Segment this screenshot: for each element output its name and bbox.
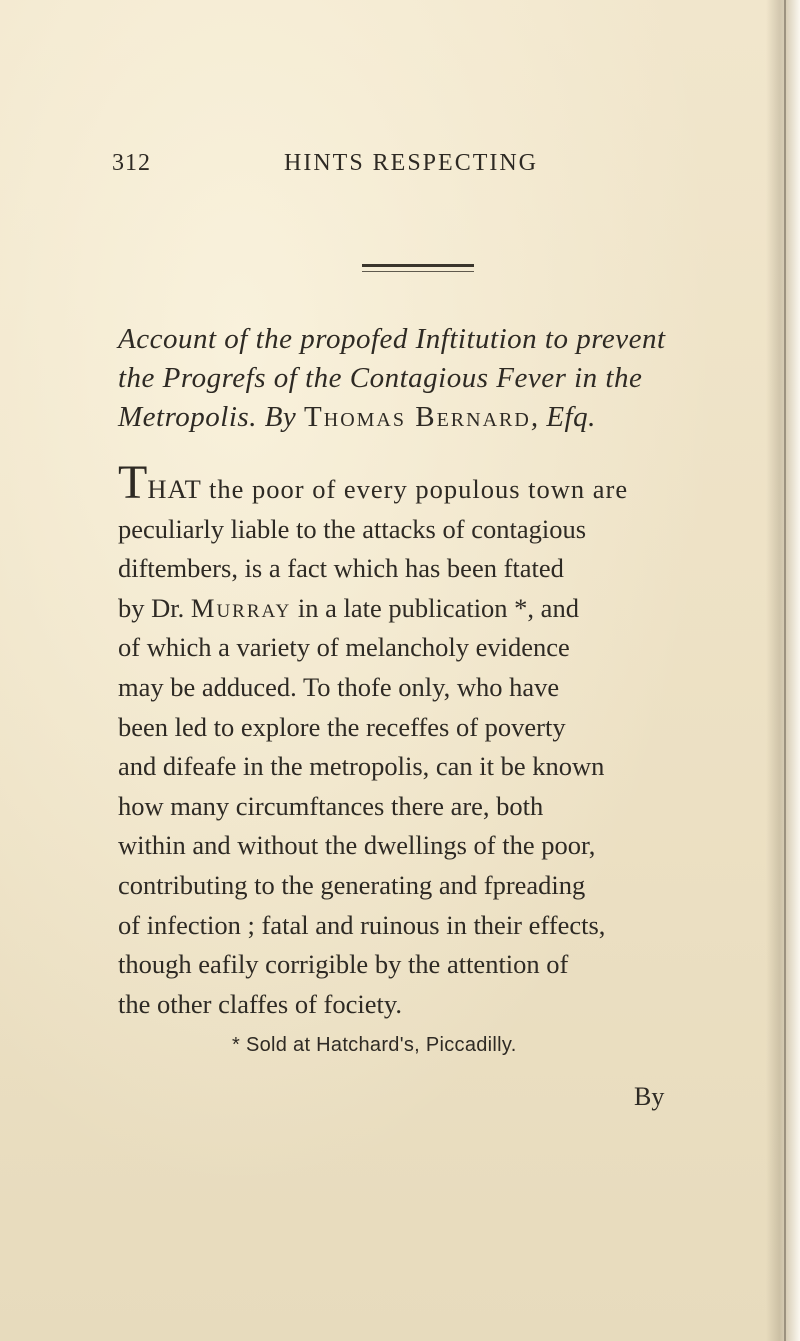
person-name: Murray [190, 592, 292, 623]
page-edge-line [784, 0, 786, 1341]
body-line: how many circumftances there are, both [118, 790, 544, 821]
catchword: By [634, 1082, 665, 1111]
body-line: may be adduced. To thofe only, who have [118, 671, 560, 702]
body-line: within and without the dwellings of the poor, [118, 830, 596, 861]
title-line [118, 398, 678, 437]
body-text-run: by Dr. [118, 592, 191, 623]
body-line [118, 589, 678, 629]
title-line: Account of the propofed Inftitution to prevent [118, 323, 666, 355]
section-rule-thick [362, 264, 474, 267]
page-number: 312 [112, 150, 151, 176]
body-text [118, 456, 678, 1024]
running-head: HINTS RESPECTING [284, 150, 539, 176]
body-line: of infection ; fatal and ruinous in their effects, [118, 909, 606, 940]
page-edge-shadow [766, 0, 800, 1341]
body-text-run: HAT the poor of every populous town are [147, 474, 629, 504]
body-line: contributing to the generating and fpreading [118, 869, 586, 900]
body-line: diftembers, is a fact which has been ftated [118, 553, 564, 584]
body-text-run: in a late publication *, and [291, 592, 579, 623]
body-line: of which a variety of melancholy evidence [118, 632, 570, 663]
footnote: * Sold at Hatchard's, Piccadilly. [232, 1034, 517, 1056]
section-title [118, 320, 678, 437]
body-line: and difeafe in the metropolis, can it be known [118, 751, 605, 782]
body-line [118, 456, 678, 510]
body-line: been led to explore the receffes of poverty [118, 711, 566, 742]
page-header [112, 150, 682, 190]
body-line: though eafily corrigible by the attention of [118, 949, 569, 980]
title-text: , Efq. [530, 401, 596, 433]
body-line: peculiarly liable to the attacks of contagious [118, 513, 587, 544]
author-name: Thomas Bernard [304, 401, 531, 433]
section-rule-thin [362, 271, 474, 272]
body-line: the other claffes of fociety. [118, 988, 403, 1019]
title-line: the Progrefs of the Contagious Fever in the [118, 362, 643, 394]
drop-cap: T [118, 456, 148, 509]
title-text: Metropolis. By [118, 401, 305, 433]
